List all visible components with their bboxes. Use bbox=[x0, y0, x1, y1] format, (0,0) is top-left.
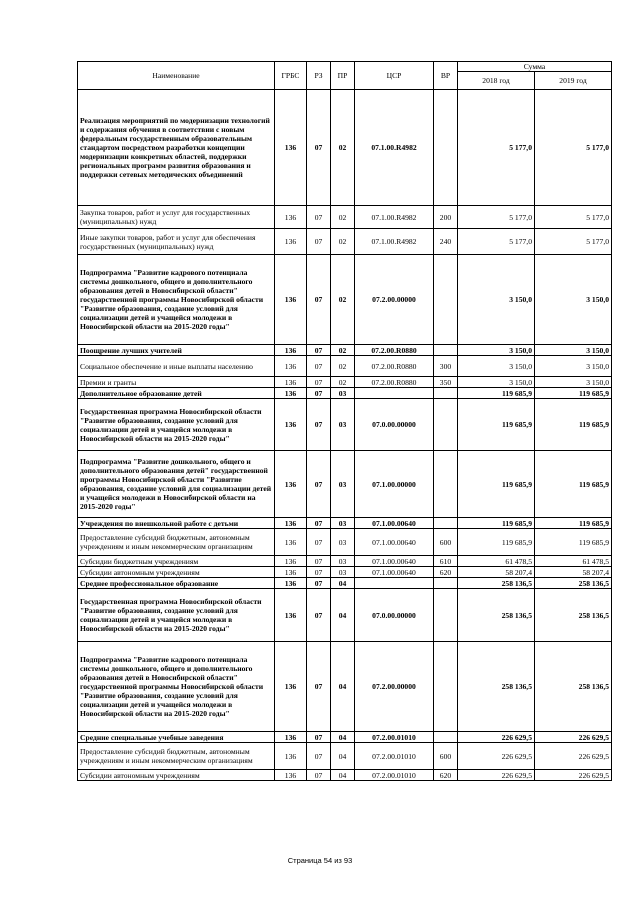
cell-name: Средние специальные учебные заведения bbox=[78, 732, 275, 743]
cell-name: Субсидии бюджетным учреждениям bbox=[78, 556, 275, 567]
cell-csr: 07.1.00.00640 bbox=[355, 556, 434, 567]
col-header-2018: 2018 год bbox=[458, 72, 535, 90]
cell-name: Иные закупки товаров, работ и услуг для обеспечения государственных (муниципальных) нужд bbox=[78, 229, 275, 255]
table-row bbox=[78, 732, 612, 743]
cell-grbs: 136 bbox=[275, 399, 307, 451]
cell-rz: 07 bbox=[307, 642, 331, 732]
cell-rz: 07 bbox=[307, 345, 331, 356]
cell-pr: 04 bbox=[331, 578, 355, 589]
cell-pr: 04 bbox=[331, 589, 355, 642]
cell-s2019: 5 177,0 bbox=[535, 206, 612, 229]
cell-vr: 600 bbox=[434, 743, 458, 770]
cell-vr bbox=[434, 388, 458, 399]
cell-s2018: 119 685,9 bbox=[458, 399, 535, 451]
cell-pr: 03 bbox=[331, 399, 355, 451]
cell-s2018: 258 136,5 bbox=[458, 642, 535, 732]
cell-grbs: 136 bbox=[275, 90, 307, 206]
cell-name: Подпрограмма "Развитие дошкольного, общего и дополнительного образования детей" государственной программы Новосибирской области "Развитие образования, создание условий для социализации детей и учащейся молодежи в Новосибирской области на 2015-2020 годы" bbox=[78, 451, 275, 518]
cell-csr: 07.1.00.R4982 bbox=[355, 229, 434, 255]
cell-grbs: 136 bbox=[275, 377, 307, 388]
cell-vr bbox=[434, 642, 458, 732]
cell-s2018: 119 685,9 bbox=[458, 388, 535, 399]
cell-name: Предоставление субсидий бюджетным, автономным учреждениям и иным некоммерческим организациям bbox=[78, 743, 275, 770]
cell-pr: 03 bbox=[331, 388, 355, 399]
table-row bbox=[78, 90, 612, 206]
cell-csr: 07.1.00.00000 bbox=[355, 451, 434, 518]
cell-grbs: 136 bbox=[275, 388, 307, 399]
cell-pr: 03 bbox=[331, 556, 355, 567]
cell-rz: 07 bbox=[307, 529, 331, 556]
cell-s2018: 5 177,0 bbox=[458, 90, 535, 206]
cell-vr bbox=[434, 589, 458, 642]
cell-grbs: 136 bbox=[275, 518, 307, 529]
cell-grbs: 136 bbox=[275, 229, 307, 255]
cell-csr: 07.0.00.00000 bbox=[355, 399, 434, 451]
cell-rz: 07 bbox=[307, 578, 331, 589]
table-row bbox=[78, 578, 612, 589]
cell-csr: 07.2.00.00000 bbox=[355, 255, 434, 345]
cell-rz: 07 bbox=[307, 589, 331, 642]
cell-s2019: 5 177,0 bbox=[535, 229, 612, 255]
cell-s2018: 3 150,0 bbox=[458, 377, 535, 388]
cell-grbs: 136 bbox=[275, 578, 307, 589]
cell-pr: 03 bbox=[331, 451, 355, 518]
cell-vr bbox=[434, 518, 458, 529]
cell-s2019: 119 685,9 bbox=[535, 388, 612, 399]
cell-grbs: 136 bbox=[275, 556, 307, 567]
cell-s2019: 258 136,5 bbox=[535, 578, 612, 589]
cell-pr: 04 bbox=[331, 732, 355, 743]
cell-rz: 07 bbox=[307, 556, 331, 567]
cell-grbs: 136 bbox=[275, 642, 307, 732]
table-row bbox=[78, 589, 612, 642]
cell-csr: 07.1.00.R4982 bbox=[355, 206, 434, 229]
cell-vr: 300 bbox=[434, 356, 458, 377]
cell-pr: 02 bbox=[331, 356, 355, 377]
table-row bbox=[78, 377, 612, 388]
col-header-pr: ПР bbox=[331, 62, 355, 90]
cell-vr: 600 bbox=[434, 529, 458, 556]
table-row bbox=[78, 743, 612, 770]
cell-s2019: 226 629,5 bbox=[535, 732, 612, 743]
cell-grbs: 136 bbox=[275, 770, 307, 781]
cell-pr: 04 bbox=[331, 642, 355, 732]
cell-rz: 07 bbox=[307, 356, 331, 377]
cell-s2018: 119 685,9 bbox=[458, 518, 535, 529]
table-row bbox=[78, 642, 612, 732]
cell-name: Государственная программа Новосибирской области "Развитие образования, создание условий для социализации детей и учащейся молодежи в Новосибирской области на 2015-2020 годы" bbox=[78, 589, 275, 642]
col-header-name: Наименование bbox=[78, 62, 275, 90]
cell-rz: 07 bbox=[307, 399, 331, 451]
cell-name: Подпрограмма "Развитие кадрового потенциала системы дошкольного, общего и дополнительного образования детей в Новосибирской области" государственной программы Новосибирской области "Развитие образования, создание условий для социализации детей и учащейся молодежи в Новосибирской области на 2015-2020 годы" bbox=[78, 642, 275, 732]
cell-s2018: 226 629,5 bbox=[458, 732, 535, 743]
cell-name: Учреждения по внешкольной работе с детьми bbox=[78, 518, 275, 529]
cell-pr: 02 bbox=[331, 90, 355, 206]
cell-name: Дополнительное образование детей bbox=[78, 388, 275, 399]
cell-pr: 02 bbox=[331, 255, 355, 345]
cell-pr: 02 bbox=[331, 229, 355, 255]
cell-pr: 04 bbox=[331, 770, 355, 781]
cell-s2018: 3 150,0 bbox=[458, 356, 535, 377]
col-header-2019: 2019 год bbox=[535, 72, 612, 90]
cell-pr: 03 bbox=[331, 567, 355, 578]
cell-vr: 620 bbox=[434, 567, 458, 578]
col-header-vr: ВР bbox=[434, 62, 458, 90]
cell-rz: 07 bbox=[307, 229, 331, 255]
col-header-csr: ЦСР bbox=[355, 62, 434, 90]
cell-vr bbox=[434, 345, 458, 356]
cell-csr: 07.2.00.01010 bbox=[355, 743, 434, 770]
table-row bbox=[78, 451, 612, 518]
cell-s2018: 5 177,0 bbox=[458, 229, 535, 255]
budget-table bbox=[77, 61, 612, 781]
cell-csr: 07.2.00.01010 bbox=[355, 732, 434, 743]
cell-s2019: 119 685,9 bbox=[535, 451, 612, 518]
cell-grbs: 136 bbox=[275, 345, 307, 356]
cell-s2019: 5 177,0 bbox=[535, 90, 612, 206]
cell-rz: 07 bbox=[307, 743, 331, 770]
cell-vr bbox=[434, 255, 458, 345]
cell-csr: 07.2.00.01010 bbox=[355, 770, 434, 781]
table-row bbox=[78, 345, 612, 356]
cell-vr bbox=[434, 90, 458, 206]
cell-s2019: 3 150,0 bbox=[535, 345, 612, 356]
page-number: Страница 54 из 93 bbox=[287, 856, 353, 865]
cell-csr: 07.2.00.00000 bbox=[355, 642, 434, 732]
cell-s2018: 258 136,5 bbox=[458, 589, 535, 642]
cell-s2018: 61 478,5 bbox=[458, 556, 535, 567]
cell-rz: 07 bbox=[307, 567, 331, 578]
cell-grbs: 136 bbox=[275, 529, 307, 556]
table-row bbox=[78, 567, 612, 578]
col-header-rz: РЗ bbox=[307, 62, 331, 90]
cell-vr: 240 bbox=[434, 229, 458, 255]
table-row bbox=[78, 229, 612, 255]
cell-name: Поощрение лучших учителей bbox=[78, 345, 275, 356]
cell-name: Государственная программа Новосибирской области "Развитие образования, создание условий для социализации детей и учащейся молодежи в Новосибирской области на 2015-2020 годы" bbox=[78, 399, 275, 451]
col-header-grbs: ГРБС bbox=[275, 62, 307, 90]
cell-s2019: 119 685,9 bbox=[535, 518, 612, 529]
cell-csr bbox=[355, 578, 434, 589]
cell-grbs: 136 bbox=[275, 206, 307, 229]
table-row bbox=[78, 529, 612, 556]
table-row bbox=[78, 206, 612, 229]
cell-vr bbox=[434, 578, 458, 589]
cell-rz: 07 bbox=[307, 206, 331, 229]
cell-s2018: 226 629,5 bbox=[458, 743, 535, 770]
cell-csr bbox=[355, 388, 434, 399]
table-row bbox=[78, 356, 612, 377]
cell-name: Социальное обеспечение и иные выплаты населению bbox=[78, 356, 275, 377]
cell-csr: 07.2.00.R0880 bbox=[355, 345, 434, 356]
table-row bbox=[78, 770, 612, 781]
cell-name: Реализация мероприятий по модернизации технологий и содержания обучения в соответствии с новым федеральным государственным образовательным стандартом посредством разработки концепции модернизации конкретных областей, поддержки региональных программ развития образования и поддержки сетевых методических объединений bbox=[78, 90, 275, 206]
cell-s2018: 119 685,9 bbox=[458, 451, 535, 518]
table-row bbox=[78, 388, 612, 399]
cell-name: Среднее профессиональное образование bbox=[78, 578, 275, 589]
table-row bbox=[78, 556, 612, 567]
cell-vr: 350 bbox=[434, 377, 458, 388]
cell-name: Премии и гранты bbox=[78, 377, 275, 388]
cell-grbs: 136 bbox=[275, 732, 307, 743]
cell-rz: 07 bbox=[307, 388, 331, 399]
cell-grbs: 136 bbox=[275, 255, 307, 345]
col-header-sum: Сумма bbox=[458, 62, 612, 72]
table-body bbox=[78, 90, 612, 781]
cell-csr: 07.1.00.R4982 bbox=[355, 90, 434, 206]
cell-name: Субсидии автономным учреждениям bbox=[78, 567, 275, 578]
cell-name: Предоставление субсидий бюджетным, автономным учреждениям и иным некоммерческим организациям bbox=[78, 529, 275, 556]
cell-s2018: 258 136,5 bbox=[458, 578, 535, 589]
cell-rz: 07 bbox=[307, 255, 331, 345]
cell-csr: 07.1.00.00640 bbox=[355, 567, 434, 578]
cell-csr: 07.2.00.R0880 bbox=[355, 356, 434, 377]
cell-name: Подпрограмма "Развитие кадрового потенциала системы дошкольного, общего и дополнительного образования детей в Новосибирской области" государственной программы Новосибирской области "Развитие образования, создание условий для социализации детей и учащейся молодежи в Новосибирской области на 2015-2020 годы" bbox=[78, 255, 275, 345]
cell-vr: 200 bbox=[434, 206, 458, 229]
table-row bbox=[78, 518, 612, 529]
cell-rz: 07 bbox=[307, 90, 331, 206]
cell-s2019: 226 629,5 bbox=[535, 743, 612, 770]
cell-s2019: 258 136,5 bbox=[535, 589, 612, 642]
cell-rz: 07 bbox=[307, 770, 331, 781]
cell-vr bbox=[434, 732, 458, 743]
cell-vr: 610 bbox=[434, 556, 458, 567]
cell-name: Закупка товаров, работ и услуг для государственных (муниципальных) нужд bbox=[78, 206, 275, 229]
cell-rz: 07 bbox=[307, 451, 331, 518]
cell-rz: 07 bbox=[307, 518, 331, 529]
cell-pr: 02 bbox=[331, 206, 355, 229]
cell-s2019: 58 207,4 bbox=[535, 567, 612, 578]
cell-s2019: 3 150,0 bbox=[535, 377, 612, 388]
cell-grbs: 136 bbox=[275, 451, 307, 518]
cell-grbs: 136 bbox=[275, 743, 307, 770]
cell-s2018: 58 207,4 bbox=[458, 567, 535, 578]
table-row bbox=[78, 399, 612, 451]
cell-s2018: 226 629,5 bbox=[458, 770, 535, 781]
cell-s2019: 119 685,9 bbox=[535, 399, 612, 451]
cell-pr: 02 bbox=[331, 377, 355, 388]
cell-pr: 03 bbox=[331, 518, 355, 529]
cell-pr: 03 bbox=[331, 529, 355, 556]
table-row bbox=[78, 255, 612, 345]
cell-pr: 02 bbox=[331, 345, 355, 356]
cell-csr: 07.1.00.00640 bbox=[355, 518, 434, 529]
cell-name: Субсидии автономным учреждениям bbox=[78, 770, 275, 781]
cell-s2019: 258 136,5 bbox=[535, 642, 612, 732]
cell-csr: 07.0.00.00000 bbox=[355, 589, 434, 642]
cell-csr: 07.2.00.R0880 bbox=[355, 377, 434, 388]
cell-vr bbox=[434, 451, 458, 518]
cell-vr bbox=[434, 399, 458, 451]
cell-s2019: 226 629,5 bbox=[535, 770, 612, 781]
cell-s2019: 3 150,0 bbox=[535, 356, 612, 377]
cell-grbs: 136 bbox=[275, 356, 307, 377]
cell-rz: 07 bbox=[307, 732, 331, 743]
cell-rz: 07 bbox=[307, 377, 331, 388]
cell-csr: 07.1.00.00640 bbox=[355, 529, 434, 556]
cell-s2019: 3 150,0 bbox=[535, 255, 612, 345]
cell-s2019: 61 478,5 bbox=[535, 556, 612, 567]
cell-s2018: 5 177,0 bbox=[458, 206, 535, 229]
cell-grbs: 136 bbox=[275, 589, 307, 642]
cell-s2019: 119 685,9 bbox=[535, 529, 612, 556]
cell-vr: 620 bbox=[434, 770, 458, 781]
cell-s2018: 3 150,0 bbox=[458, 255, 535, 345]
cell-pr: 04 bbox=[331, 743, 355, 770]
cell-grbs: 136 bbox=[275, 567, 307, 578]
cell-s2018: 119 685,9 bbox=[458, 529, 535, 556]
cell-s2018: 3 150,0 bbox=[458, 345, 535, 356]
